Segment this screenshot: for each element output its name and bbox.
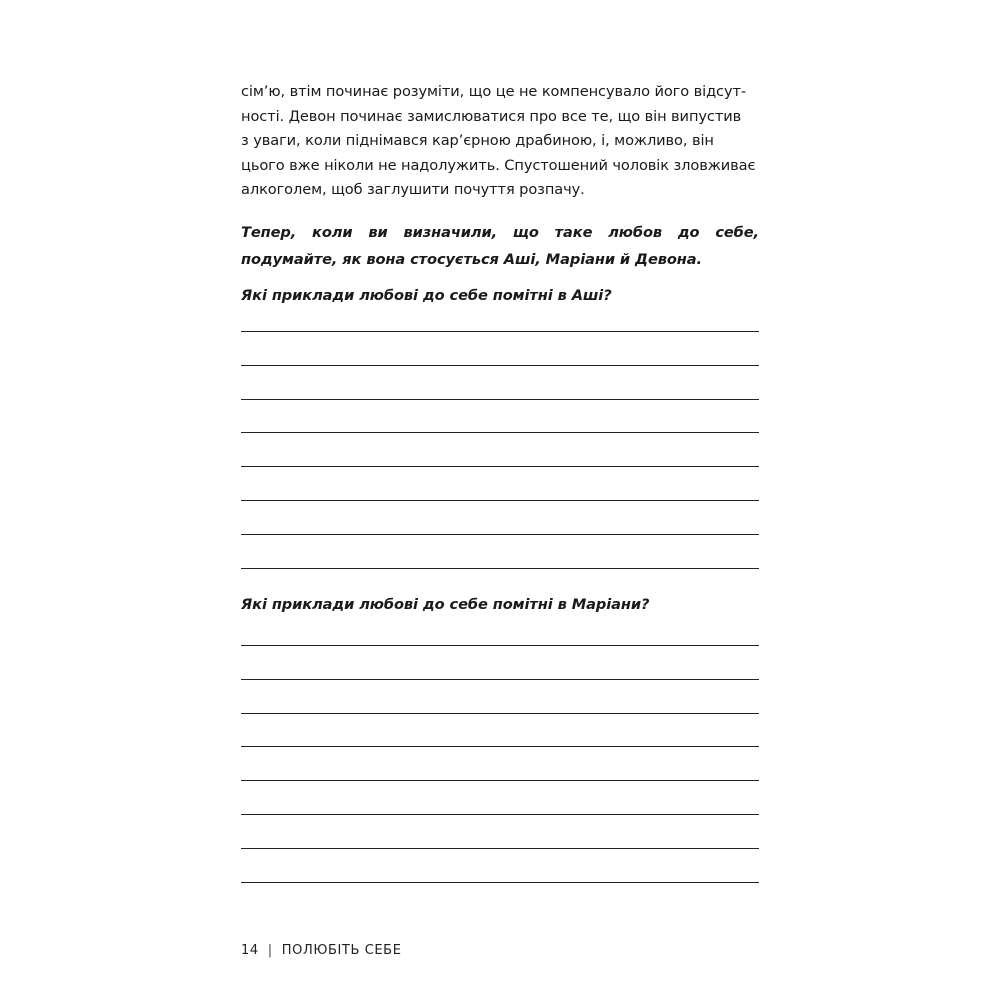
answer-line: [241, 679, 759, 680]
page-footer: [241, 943, 402, 958]
page-number: 14: [241, 943, 259, 958]
answer-line: [241, 645, 759, 646]
paragraph-line: з уваги, коли піднімався кар’єрною драбиною, і, можливо, він: [241, 132, 714, 149]
answer-line: [241, 814, 759, 815]
book-title: ПОЛЮБІТЬ СЕБЕ: [281, 943, 402, 958]
paragraph-line: цього вже ніколи не надолужить. Спустошений чоловік зловживає: [241, 156, 756, 174]
exercise-prompt: Тепер, коли ви визначили, що таке любов до себе, подумайте, як вона стосується Аші, Маріани й Девона.: [241, 224, 759, 268]
answer-line: [241, 331, 759, 332]
answer-line: [241, 399, 759, 400]
paragraph-line: сім’ю, втім починає розуміти, що це не компенсувало його відсут-: [241, 83, 747, 100]
answer-line: [241, 500, 759, 501]
answer-line: [241, 432, 759, 433]
paragraph-line: алкоголем, щоб заглушити почуття розпачу.: [241, 181, 585, 198]
answer-line: [241, 365, 759, 366]
answer-line: [241, 466, 759, 467]
paragraph-line: ності. Девон починає замислюватися про все те, що він випустив: [241, 107, 742, 125]
answer-line: [241, 568, 759, 569]
question-asha: Які приклади любові до себе помітні в Аші?: [241, 287, 612, 304]
answer-line: [241, 534, 759, 535]
answer-line: [241, 713, 759, 714]
answer-line: [241, 780, 759, 781]
answer-line: [241, 848, 759, 849]
answer-line: [241, 882, 759, 883]
body-paragraph: [241, 80, 759, 203]
question-mariana: Які приклади любові до себе помітні в Маріани?: [241, 596, 650, 613]
footer-separator: |: [267, 943, 273, 958]
answer-line: [241, 746, 759, 747]
